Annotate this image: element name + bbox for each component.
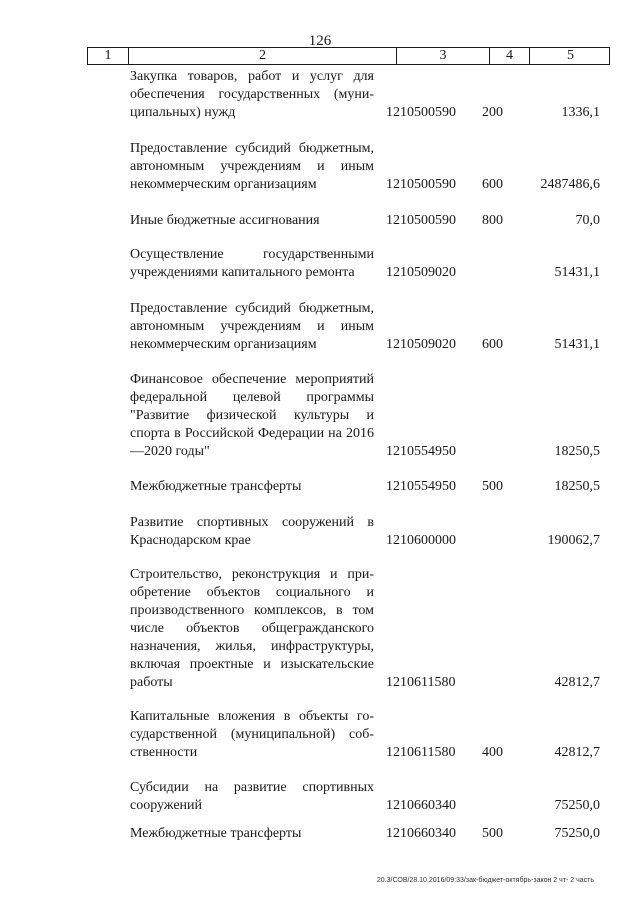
row-amount: 1336,1 bbox=[561, 105, 600, 120]
row-expense-type: 600 bbox=[482, 337, 503, 352]
table-row bbox=[0, 369, 640, 461]
header-col-4: 4 bbox=[490, 48, 530, 64]
header-col-5: 5 bbox=[567, 48, 574, 63]
row-amount: 190062,7 bbox=[547, 533, 600, 548]
row-code: 1210600000 bbox=[386, 533, 456, 548]
table-row bbox=[0, 139, 640, 194]
table-row bbox=[0, 823, 640, 843]
table-row bbox=[0, 244, 640, 282]
row-code: 1210500590 bbox=[386, 105, 456, 120]
table-header bbox=[87, 47, 610, 65]
page-number: 126 bbox=[308, 33, 332, 49]
document-footer: 20.3/СОВ/28.10.2016/09:33/зак-бюджет-октябрь-закон 2 чт- 2 часть bbox=[376, 877, 594, 884]
table-row bbox=[0, 476, 640, 496]
table-row bbox=[0, 210, 640, 230]
row-expense-type: 500 bbox=[482, 826, 503, 841]
row-description: Предоставление субсидий бюджетным, автономным учреждениям и иным некоммерческим организациям bbox=[130, 301, 374, 352]
table-row bbox=[0, 777, 640, 815]
row-amount: 75250,0 bbox=[554, 826, 600, 841]
header-col-1: 1 bbox=[88, 48, 129, 64]
table-row bbox=[0, 298, 640, 354]
table-row bbox=[0, 66, 640, 122]
row-code: 1210509020 bbox=[386, 337, 456, 352]
row-expense-type: 500 bbox=[482, 479, 503, 494]
row-description: Финансовое обеспечение мероприятий федеральной целевой программы "Развитие физической культуры и спорта в Российской Федерации на 2016—2020 годы" bbox=[130, 372, 374, 459]
row-code: 1210500590 bbox=[386, 213, 456, 228]
row-amount: 75250,0 bbox=[554, 798, 600, 813]
row-description: Строительство, реконструкция и приобретение объектов социального и производственного комплексов, в том числе объектов общегражданского назначения, жилья, инфраструктуры, включая проектные и изыскательские работы bbox=[130, 567, 374, 690]
row-code: 1210500590 bbox=[386, 177, 456, 192]
row-code: 1210611580 bbox=[386, 675, 456, 690]
header-col-2: 2 bbox=[129, 48, 397, 64]
row-description: Капитальные вложения в объекты государственной (муниципальной) собственности bbox=[130, 709, 374, 760]
row-expense-type: 800 bbox=[482, 213, 503, 228]
row-description: Закупка товаров, работ и услуг для обеспечения государственных (муниципальных) нужд bbox=[130, 69, 374, 120]
row-description: Развитие спортивных сооружений в Краснодарском крае bbox=[130, 515, 374, 548]
row-expense-type: 200 bbox=[482, 105, 503, 120]
row-description: Осуществление государственными учреждениями капитального ремонта bbox=[130, 247, 374, 280]
row-code: 1210660340 bbox=[386, 798, 456, 813]
table-row bbox=[0, 706, 640, 762]
row-description: Межбюджетные трансферты bbox=[130, 826, 302, 841]
row-description: Предоставление субсидий бюджетным, автономным учреждениям и иным некоммерческим организациям bbox=[130, 141, 374, 192]
row-code: 1210509020 bbox=[386, 265, 456, 280]
row-description: Субсидии на развитие спортивных сооружений bbox=[130, 780, 374, 813]
row-amount: 51431,1 bbox=[554, 265, 600, 280]
row-code: 1210660340 bbox=[386, 826, 456, 841]
header-col-3: 3 bbox=[397, 48, 490, 64]
row-code: 1210554950 bbox=[386, 444, 456, 459]
row-code: 1210611580 bbox=[386, 745, 456, 760]
row-expense-type: 400 bbox=[482, 745, 503, 760]
table-row bbox=[0, 564, 640, 692]
row-amount: 18250,5 bbox=[554, 444, 600, 459]
row-amount: 18250,5 bbox=[554, 479, 600, 494]
row-expense-type: 600 bbox=[482, 177, 503, 192]
row-description: Иные бюджетные ассигнования bbox=[130, 213, 320, 228]
row-amount: 42812,7 bbox=[554, 745, 600, 760]
table-row bbox=[0, 512, 640, 550]
row-amount: 2487486,6 bbox=[540, 177, 600, 192]
row-amount: 51431,1 bbox=[554, 337, 600, 352]
row-amount: 42812,7 bbox=[554, 675, 600, 690]
row-amount: 70,0 bbox=[575, 213, 600, 228]
row-code: 1210554950 bbox=[386, 479, 456, 494]
row-description: Межбюджетные трансферты bbox=[130, 479, 302, 494]
